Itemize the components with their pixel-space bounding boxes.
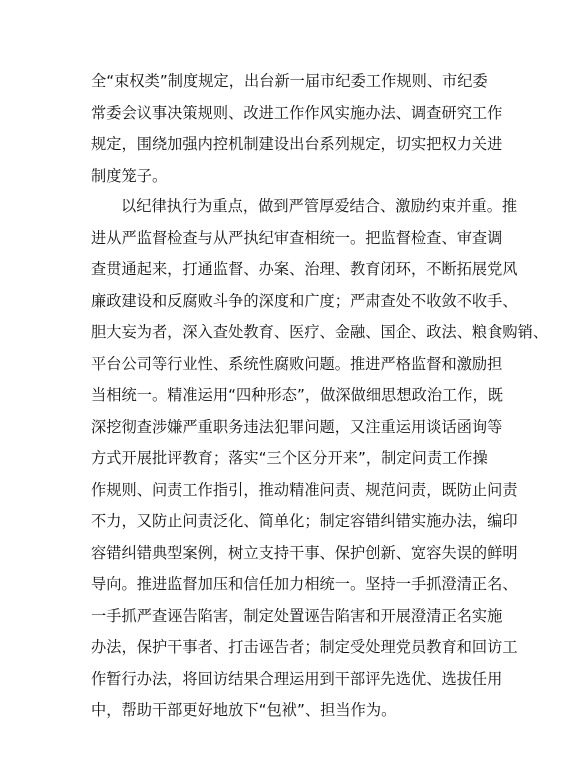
text-line: 容错纠错典型案例，树立支持干事、保护创新、宽容失误的鲜明 <box>91 543 518 562</box>
text-line: 制度笼子。 <box>91 166 168 185</box>
text-line: 常委会议事决策规则、改进工作作风实施办法、调查研究工作 <box>91 103 503 122</box>
text-line: 中，帮助干部更好地放下“包袱”、担当作为。 <box>91 701 397 719</box>
text-line: 导向。推进监督加压和信任加力相统一。坚持一手抓澄清正名、 <box>91 575 518 593</box>
text-line: 胆大妄为者，深入查处教育、医疗、金融、国企、政法、粮食购销、 <box>91 323 549 341</box>
text-line: 不力，又防止问责泛化、简单化；制定容错纠错实施办法，编印 <box>91 512 518 530</box>
text-line: 作规则、问责工作指引，推动精准问责、规范问责，既防止问责 <box>91 480 518 499</box>
text-line: 全“束权类”制度规定，出台新一届市纪委工作规则、市纪委 <box>91 72 488 90</box>
text-line: 一手抓严查诬告陷害，制定处置诬告陷害和开展澄清正名实施 <box>91 606 503 625</box>
paragraph-2 <box>91 191 549 727</box>
text-line: 办法，保护干事者、打击诬告者；制定受处理党员教育和回访工 <box>91 638 518 656</box>
text-line: 方式开展批评教育；落实“三个区分开来”，制定问责工作操 <box>91 449 488 467</box>
text-line: 进从严监督检查与从严执纪审查相统一。把监督检查、审查调 <box>91 228 503 247</box>
text-line-first: 以纪律执行为重点，做到严管厚爱结合、激励约束并重。推 <box>121 197 518 215</box>
text-line: 作暂行办法，将回访结果合理运用到干部评先选优、选拔任用 <box>91 669 503 688</box>
text-line: 规定，围绕加强内控机制建设出台系列规定，切实把权力关进 <box>91 135 503 153</box>
text-line: 廉政建设和反腐败斗争的深度和广度；严肃查处不收敛不收手、 <box>91 291 518 310</box>
text-line: 平台公司等行业性、系统性腐败问题。推进严格监督和激励担 <box>91 354 503 373</box>
text-line: 查贯通起来，打通监督、办案、治理、教育闭环，不断拓展党风 <box>91 260 518 278</box>
paragraph-1 <box>91 66 503 192</box>
text-line: 深挖彻查涉嫌严重职务违法犯罪问题，又注重运用谈话函询等 <box>91 417 503 436</box>
text-line: 当相统一。精准运用“四种形态”，做深做细思想政治工作，既 <box>91 386 504 404</box>
